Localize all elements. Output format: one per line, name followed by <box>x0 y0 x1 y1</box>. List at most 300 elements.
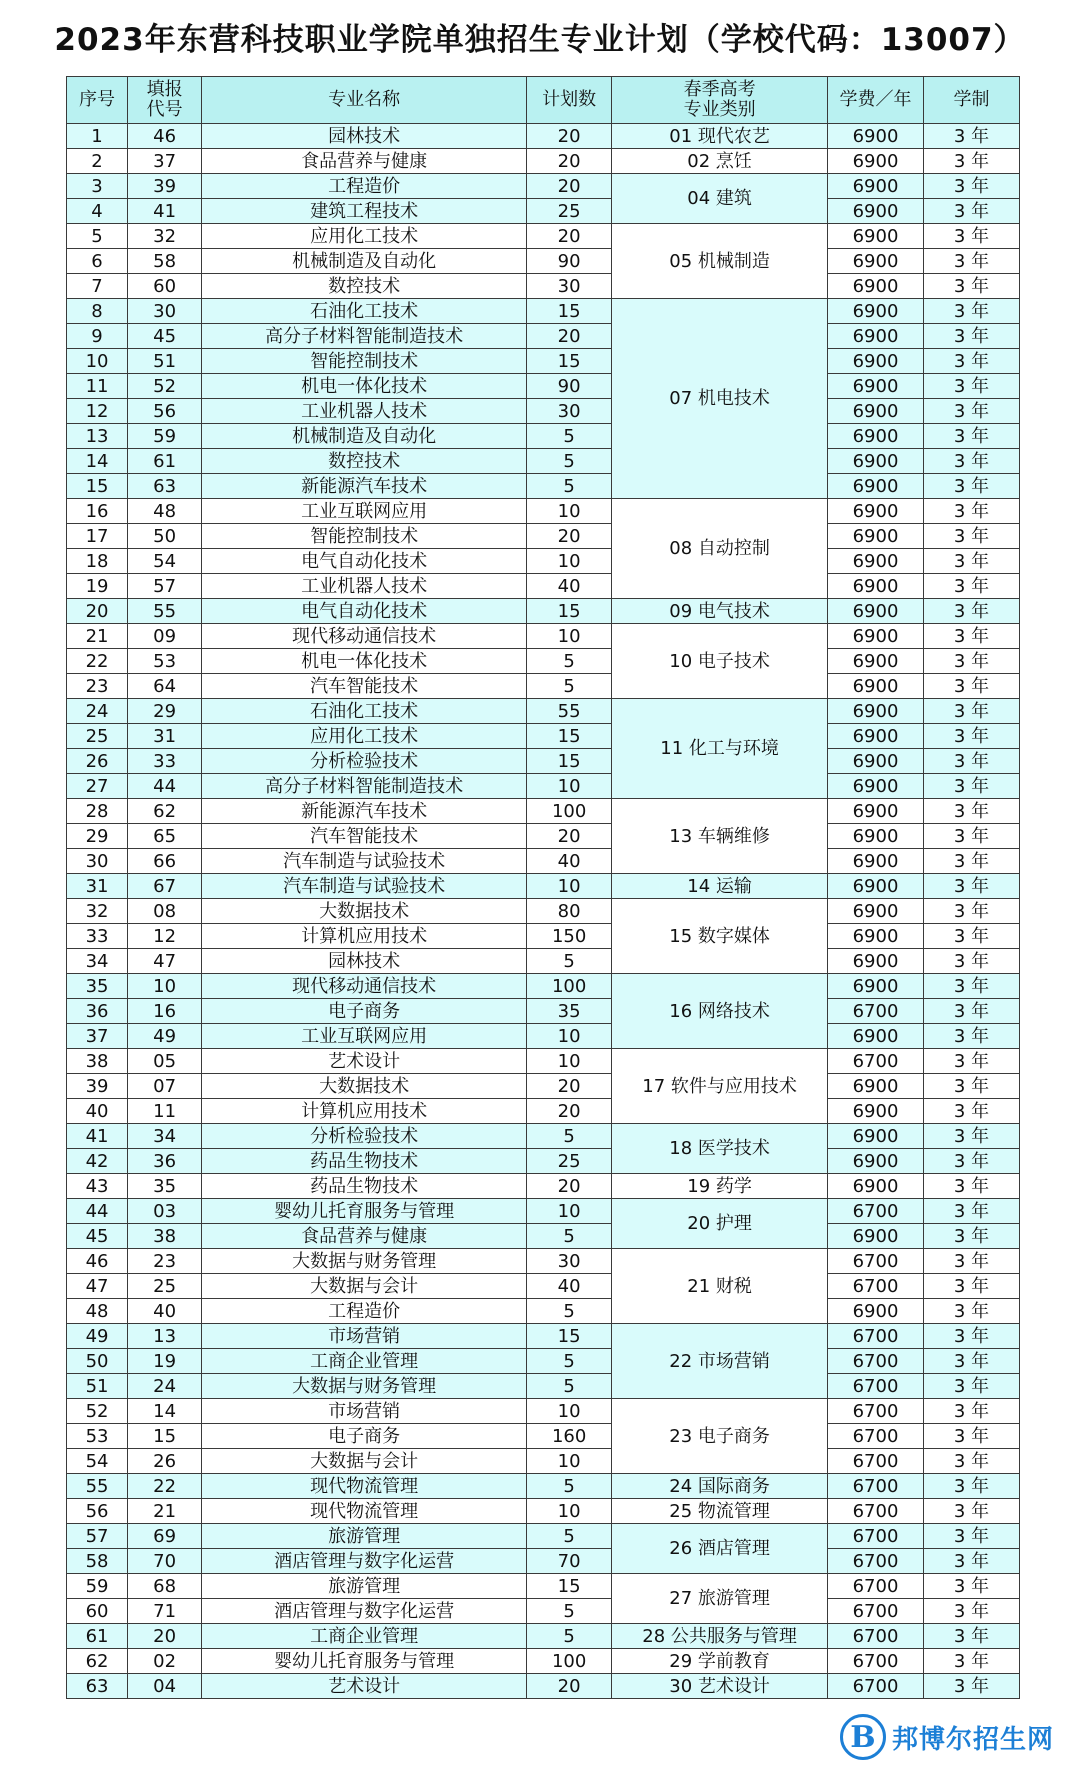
cell-category: 25 物流管理 <box>612 1499 828 1524</box>
cell-duration: 3 年 <box>924 999 1020 1024</box>
cell-plan: 5 <box>527 1124 612 1149</box>
cell-code: 71 <box>128 1599 202 1624</box>
cell-duration: 3 年 <box>924 724 1020 749</box>
cell-category: 13 车辆维修 <box>612 799 828 874</box>
table-row <box>67 1349 1020 1374</box>
cell-fee: 6700 <box>828 1399 924 1424</box>
cell-code: 44 <box>128 774 202 799</box>
cell-plan: 10 <box>527 549 612 574</box>
cell-fee: 6900 <box>828 1099 924 1124</box>
cell-code: 60 <box>128 274 202 299</box>
cell-major: 园林技术 <box>202 949 527 974</box>
cell-code: 12 <box>128 924 202 949</box>
cell-code: 58 <box>128 249 202 274</box>
cell-fee: 6900 <box>828 324 924 349</box>
cell-plan: 30 <box>527 274 612 299</box>
cell-major: 高分子材料智能制造技术 <box>202 324 527 349</box>
table-row <box>67 474 1020 499</box>
cell-code: 07 <box>128 1074 202 1099</box>
cell-fee: 6700 <box>828 1499 924 1524</box>
cell-fee: 6900 <box>828 374 924 399</box>
cell-index: 32 <box>67 899 128 924</box>
cell-plan: 10 <box>527 1449 612 1474</box>
header-plan: 计划数 <box>527 77 612 124</box>
cell-index: 62 <box>67 1649 128 1674</box>
table-row <box>67 1124 1020 1149</box>
cell-fee: 6900 <box>828 174 924 199</box>
cell-major: 工业机器人技术 <box>202 574 527 599</box>
table-row <box>67 1624 1020 1649</box>
cell-code: 63 <box>128 474 202 499</box>
cell-plan: 55 <box>527 699 612 724</box>
cell-code: 62 <box>128 799 202 824</box>
table-row <box>67 749 1020 774</box>
cell-major: 计算机应用技术 <box>202 1099 527 1124</box>
cell-major: 大数据与财务管理 <box>202 1374 527 1399</box>
cell-duration: 3 年 <box>924 874 1020 899</box>
cell-major: 大数据技术 <box>202 899 527 924</box>
cell-fee: 6900 <box>828 449 924 474</box>
cell-code: 09 <box>128 624 202 649</box>
cell-code: 70 <box>128 1549 202 1574</box>
cell-fee: 6900 <box>828 624 924 649</box>
cell-fee: 6900 <box>828 924 924 949</box>
cell-index: 16 <box>67 499 128 524</box>
cell-major: 工程造价 <box>202 1299 527 1324</box>
table-row <box>67 824 1020 849</box>
cell-duration: 3 年 <box>924 174 1020 199</box>
table-row <box>67 699 1020 724</box>
cell-index: 15 <box>67 474 128 499</box>
cell-fee: 6900 <box>828 299 924 324</box>
cell-fee: 6900 <box>828 424 924 449</box>
table-row <box>67 1324 1020 1349</box>
cell-duration: 3 年 <box>924 1349 1020 1374</box>
header-code <box>128 77 202 124</box>
cell-fee: 6900 <box>828 949 924 974</box>
cell-index: 63 <box>67 1674 128 1699</box>
cell-code: 67 <box>128 874 202 899</box>
cell-code: 21 <box>128 1499 202 1524</box>
cell-plan: 100 <box>527 799 612 824</box>
cell-code: 64 <box>128 674 202 699</box>
cell-duration: 3 年 <box>924 349 1020 374</box>
cell-code: 30 <box>128 299 202 324</box>
cell-index: 29 <box>67 824 128 849</box>
cell-major: 新能源汽车技术 <box>202 474 527 499</box>
cell-plan: 5 <box>527 949 612 974</box>
cell-plan: 150 <box>527 924 612 949</box>
cell-fee: 6900 <box>828 474 924 499</box>
cell-duration: 3 年 <box>924 1524 1020 1549</box>
cell-category: 16 网络技术 <box>612 974 828 1049</box>
cell-major: 工业互联网应用 <box>202 1024 527 1049</box>
cell-index: 44 <box>67 1199 128 1224</box>
cell-index: 23 <box>67 674 128 699</box>
cell-category: 21 财税 <box>612 1249 828 1324</box>
cell-plan: 20 <box>527 124 612 149</box>
cell-code: 34 <box>128 1124 202 1149</box>
cell-duration: 3 年 <box>924 1549 1020 1574</box>
page-title: 2023年东营科技职业学院单独招生专业计划（学校代码：13007） <box>54 22 1026 58</box>
cell-fee: 6900 <box>828 674 924 699</box>
cell-index: 46 <box>67 1249 128 1274</box>
cell-plan: 5 <box>527 1299 612 1324</box>
cell-code: 19 <box>128 1349 202 1374</box>
cell-major: 机电一体化技术 <box>202 649 527 674</box>
cell-duration: 3 年 <box>924 324 1020 349</box>
table-row <box>67 1549 1020 1574</box>
cell-index: 58 <box>67 1549 128 1574</box>
cell-index: 30 <box>67 849 128 874</box>
cell-fee: 6700 <box>828 1049 924 1074</box>
table-header-row <box>67 77 1020 124</box>
cell-duration: 3 年 <box>924 699 1020 724</box>
cell-major: 智能控制技术 <box>202 524 527 549</box>
cell-code: 31 <box>128 724 202 749</box>
cell-major: 汽车制造与试验技术 <box>202 874 527 899</box>
cell-code: 48 <box>128 499 202 524</box>
cell-code: 38 <box>128 1224 202 1249</box>
cell-duration: 3 年 <box>924 1424 1020 1449</box>
cell-duration: 3 年 <box>924 599 1020 624</box>
cell-code: 61 <box>128 449 202 474</box>
cell-plan: 10 <box>527 1399 612 1424</box>
table-row <box>67 449 1020 474</box>
cell-index: 61 <box>67 1624 128 1649</box>
cell-index: 11 <box>67 374 128 399</box>
table-row <box>67 924 1020 949</box>
cell-plan: 25 <box>527 199 612 224</box>
cell-major: 现代移动通信技术 <box>202 624 527 649</box>
cell-category: 14 运输 <box>612 874 828 899</box>
cell-category: 09 电气技术 <box>612 599 828 624</box>
cell-index: 36 <box>67 999 128 1024</box>
table-row <box>67 199 1020 224</box>
table-row <box>67 349 1020 374</box>
cell-index: 39 <box>67 1074 128 1099</box>
table-row <box>67 1299 1020 1324</box>
cell-major: 艺术设计 <box>202 1049 527 1074</box>
cell-fee: 6900 <box>828 1024 924 1049</box>
cell-plan: 10 <box>527 1499 612 1524</box>
cell-duration: 3 年 <box>924 849 1020 874</box>
cell-major: 酒店管理与数字化运营 <box>202 1549 527 1574</box>
table-row <box>67 499 1020 524</box>
cell-fee: 6700 <box>828 1374 924 1399</box>
cell-code: 03 <box>128 1199 202 1224</box>
cell-index: 6 <box>67 249 128 274</box>
cell-fee: 6700 <box>828 1549 924 1574</box>
cell-code: 68 <box>128 1574 202 1599</box>
cell-plan: 40 <box>527 574 612 599</box>
cell-major: 现代物流管理 <box>202 1474 527 1499</box>
cell-plan: 80 <box>527 899 612 924</box>
cell-major: 机械制造及自动化 <box>202 424 527 449</box>
cell-fee: 6900 <box>828 524 924 549</box>
cell-index: 57 <box>67 1524 128 1549</box>
cell-plan: 10 <box>527 1049 612 1074</box>
table-row <box>67 324 1020 349</box>
cell-plan: 20 <box>527 149 612 174</box>
cell-index: 19 <box>67 574 128 599</box>
cell-index: 49 <box>67 1324 128 1349</box>
cell-fee: 6700 <box>828 1649 924 1674</box>
cell-duration: 3 年 <box>924 774 1020 799</box>
table-row <box>67 374 1020 399</box>
cell-duration: 3 年 <box>924 1074 1020 1099</box>
cell-plan: 5 <box>527 1599 612 1624</box>
cell-duration: 3 年 <box>924 574 1020 599</box>
cell-code: 56 <box>128 399 202 424</box>
cell-code: 29 <box>128 699 202 724</box>
cell-code: 55 <box>128 599 202 624</box>
table-row <box>67 1449 1020 1474</box>
cell-fee: 6900 <box>828 849 924 874</box>
cell-duration: 3 年 <box>924 1199 1020 1224</box>
table-row <box>67 1199 1020 1224</box>
cell-duration: 3 年 <box>924 1449 1020 1474</box>
table-row <box>67 724 1020 749</box>
cell-major: 计算机应用技术 <box>202 924 527 949</box>
cell-major: 婴幼儿托育服务与管理 <box>202 1649 527 1674</box>
cell-plan: 5 <box>527 1524 612 1549</box>
cell-index: 43 <box>67 1174 128 1199</box>
cell-code: 59 <box>128 424 202 449</box>
cell-major: 食品营养与健康 <box>202 149 527 174</box>
cell-code: 15 <box>128 1424 202 1449</box>
cell-fee: 6700 <box>828 1424 924 1449</box>
cell-plan: 30 <box>527 1249 612 1274</box>
header-major: 专业名称 <box>202 77 527 124</box>
cell-duration: 3 年 <box>924 1574 1020 1599</box>
table-row <box>67 949 1020 974</box>
cell-duration: 3 年 <box>924 124 1020 149</box>
cell-plan: 10 <box>527 874 612 899</box>
cell-fee: 6900 <box>828 1149 924 1174</box>
cell-duration: 3 年 <box>924 1149 1020 1174</box>
table-row <box>67 249 1020 274</box>
table-row <box>67 899 1020 924</box>
cell-plan: 15 <box>527 299 612 324</box>
cell-fee: 6900 <box>828 724 924 749</box>
cell-code: 57 <box>128 574 202 599</box>
watermark-logo-icon: B <box>840 1714 886 1760</box>
cell-plan: 100 <box>527 1649 612 1674</box>
cell-duration: 3 年 <box>924 824 1020 849</box>
table-row <box>67 1099 1020 1124</box>
cell-index: 2 <box>67 149 128 174</box>
cell-code: 36 <box>128 1149 202 1174</box>
table-row <box>67 774 1020 799</box>
cell-code: 22 <box>128 1474 202 1499</box>
cell-major: 汽车智能技术 <box>202 674 527 699</box>
cell-index: 51 <box>67 1374 128 1399</box>
cell-duration: 3 年 <box>924 1474 1020 1499</box>
cell-fee: 6900 <box>828 649 924 674</box>
table-row <box>67 649 1020 674</box>
cell-fee: 6900 <box>828 149 924 174</box>
cell-fee: 6900 <box>828 224 924 249</box>
cell-fee: 6900 <box>828 399 924 424</box>
cell-fee: 6900 <box>828 1224 924 1249</box>
header-index: 序号 <box>67 77 128 124</box>
cell-plan: 5 <box>527 474 612 499</box>
cell-plan: 20 <box>527 174 612 199</box>
cell-plan: 10 <box>527 1024 612 1049</box>
cell-fee: 6900 <box>828 349 924 374</box>
cell-duration: 3 年 <box>924 749 1020 774</box>
cell-index: 38 <box>67 1049 128 1074</box>
cell-index: 1 <box>67 124 128 149</box>
cell-duration: 3 年 <box>924 1374 1020 1399</box>
cell-fee: 6900 <box>828 274 924 299</box>
cell-major: 工业互联网应用 <box>202 499 527 524</box>
cell-plan: 20 <box>527 324 612 349</box>
header-duration: 学制 <box>924 77 1020 124</box>
cell-category: 20 护理 <box>612 1199 828 1249</box>
cell-fee: 6900 <box>828 1299 924 1324</box>
cell-fee: 6700 <box>828 1624 924 1649</box>
cell-fee: 6900 <box>828 749 924 774</box>
table-row <box>67 1424 1020 1449</box>
cell-code: 08 <box>128 899 202 924</box>
cell-plan: 5 <box>527 674 612 699</box>
cell-index: 27 <box>67 774 128 799</box>
cell-duration: 3 年 <box>924 1224 1020 1249</box>
cell-plan: 5 <box>527 1349 612 1374</box>
cell-code: 23 <box>128 1249 202 1274</box>
cell-category: 29 学前教育 <box>612 1649 828 1674</box>
cell-fee: 6700 <box>828 1349 924 1374</box>
cell-major: 应用化工技术 <box>202 224 527 249</box>
table-row <box>67 874 1020 899</box>
cell-category: 24 国际商务 <box>612 1474 828 1499</box>
cell-major: 现代移动通信技术 <box>202 974 527 999</box>
cell-major: 药品生物技术 <box>202 1149 527 1174</box>
cell-index: 3 <box>67 174 128 199</box>
cell-fee: 6700 <box>828 1574 924 1599</box>
cell-plan: 100 <box>527 974 612 999</box>
cell-code: 02 <box>128 1649 202 1674</box>
cell-plan: 70 <box>527 1549 612 1574</box>
cell-major: 高分子材料智能制造技术 <box>202 774 527 799</box>
table-row <box>67 974 1020 999</box>
cell-duration: 3 年 <box>924 1099 1020 1124</box>
cell-plan: 10 <box>527 624 612 649</box>
cell-duration: 3 年 <box>924 274 1020 299</box>
cell-duration: 3 年 <box>924 1499 1020 1524</box>
cell-major: 食品营养与健康 <box>202 1224 527 1249</box>
cell-major: 数控技术 <box>202 274 527 299</box>
cell-major: 汽车智能技术 <box>202 824 527 849</box>
cell-code: 45 <box>128 324 202 349</box>
cell-index: 54 <box>67 1449 128 1474</box>
cell-category: 15 数字媒体 <box>612 899 828 974</box>
cell-plan: 5 <box>527 1624 612 1649</box>
cell-index: 26 <box>67 749 128 774</box>
cell-code: 35 <box>128 1174 202 1199</box>
header-category-line2: 专业类别 <box>683 99 756 120</box>
cell-major: 汽车制造与试验技术 <box>202 849 527 874</box>
cell-category: 28 公共服务与管理 <box>612 1624 828 1649</box>
table-row <box>67 1649 1020 1674</box>
cell-plan: 20 <box>527 224 612 249</box>
header-code-line1: 填报 <box>146 79 183 100</box>
cell-code: 46 <box>128 124 202 149</box>
cell-duration: 3 年 <box>924 474 1020 499</box>
cell-major: 机电一体化技术 <box>202 374 527 399</box>
cell-plan: 160 <box>527 1424 612 1449</box>
cell-major: 园林技术 <box>202 124 527 149</box>
table-row <box>67 999 1020 1024</box>
cell-code: 39 <box>128 174 202 199</box>
header-fee: 学费／年 <box>828 77 924 124</box>
cell-index: 59 <box>67 1574 128 1599</box>
cell-index: 35 <box>67 974 128 999</box>
table-row <box>67 1224 1020 1249</box>
cell-plan: 20 <box>527 1074 612 1099</box>
cell-duration: 3 年 <box>924 624 1020 649</box>
cell-duration: 3 年 <box>924 1324 1020 1349</box>
cell-category: 17 软件与应用技术 <box>612 1049 828 1124</box>
cell-major: 电气自动化技术 <box>202 549 527 574</box>
cell-major: 大数据与会计 <box>202 1274 527 1299</box>
cell-duration: 3 年 <box>924 1249 1020 1274</box>
cell-index: 56 <box>67 1499 128 1524</box>
cell-index: 22 <box>67 649 128 674</box>
cell-plan: 40 <box>527 849 612 874</box>
cell-category: 02 烹饪 <box>612 149 828 174</box>
cell-duration: 3 年 <box>924 549 1020 574</box>
cell-fee: 6900 <box>828 1174 924 1199</box>
cell-fee: 6900 <box>828 1124 924 1149</box>
cell-code: 20 <box>128 1624 202 1649</box>
cell-index: 5 <box>67 224 128 249</box>
cell-index: 48 <box>67 1299 128 1324</box>
table-row <box>67 424 1020 449</box>
cell-code: 13 <box>128 1324 202 1349</box>
cell-major: 酒店管理与数字化运营 <box>202 1599 527 1624</box>
cell-index: 60 <box>67 1599 128 1624</box>
table-row <box>67 1574 1020 1599</box>
table-row <box>67 549 1020 574</box>
cell-code: 49 <box>128 1024 202 1049</box>
cell-major: 大数据与会计 <box>202 1449 527 1474</box>
cell-duration: 3 年 <box>924 1274 1020 1299</box>
cell-fee: 6900 <box>828 699 924 724</box>
cell-fee: 6700 <box>828 1474 924 1499</box>
table-row <box>67 599 1020 624</box>
cell-plan: 10 <box>527 774 612 799</box>
cell-index: 20 <box>67 599 128 624</box>
cell-plan: 10 <box>527 1199 612 1224</box>
cell-code: 65 <box>128 824 202 849</box>
table-row <box>67 299 1020 324</box>
cell-major: 药品生物技术 <box>202 1174 527 1199</box>
cell-index: 9 <box>67 324 128 349</box>
table-row <box>67 1274 1020 1299</box>
cell-index: 31 <box>67 874 128 899</box>
cell-major: 石油化工技术 <box>202 299 527 324</box>
table-row <box>67 149 1020 174</box>
cell-duration: 3 年 <box>924 1649 1020 1674</box>
cell-category: 30 艺术设计 <box>612 1674 828 1699</box>
cell-major: 大数据与财务管理 <box>202 1249 527 1274</box>
cell-duration: 3 年 <box>924 1174 1020 1199</box>
table-row <box>67 1399 1020 1424</box>
cell-code: 14 <box>128 1399 202 1424</box>
